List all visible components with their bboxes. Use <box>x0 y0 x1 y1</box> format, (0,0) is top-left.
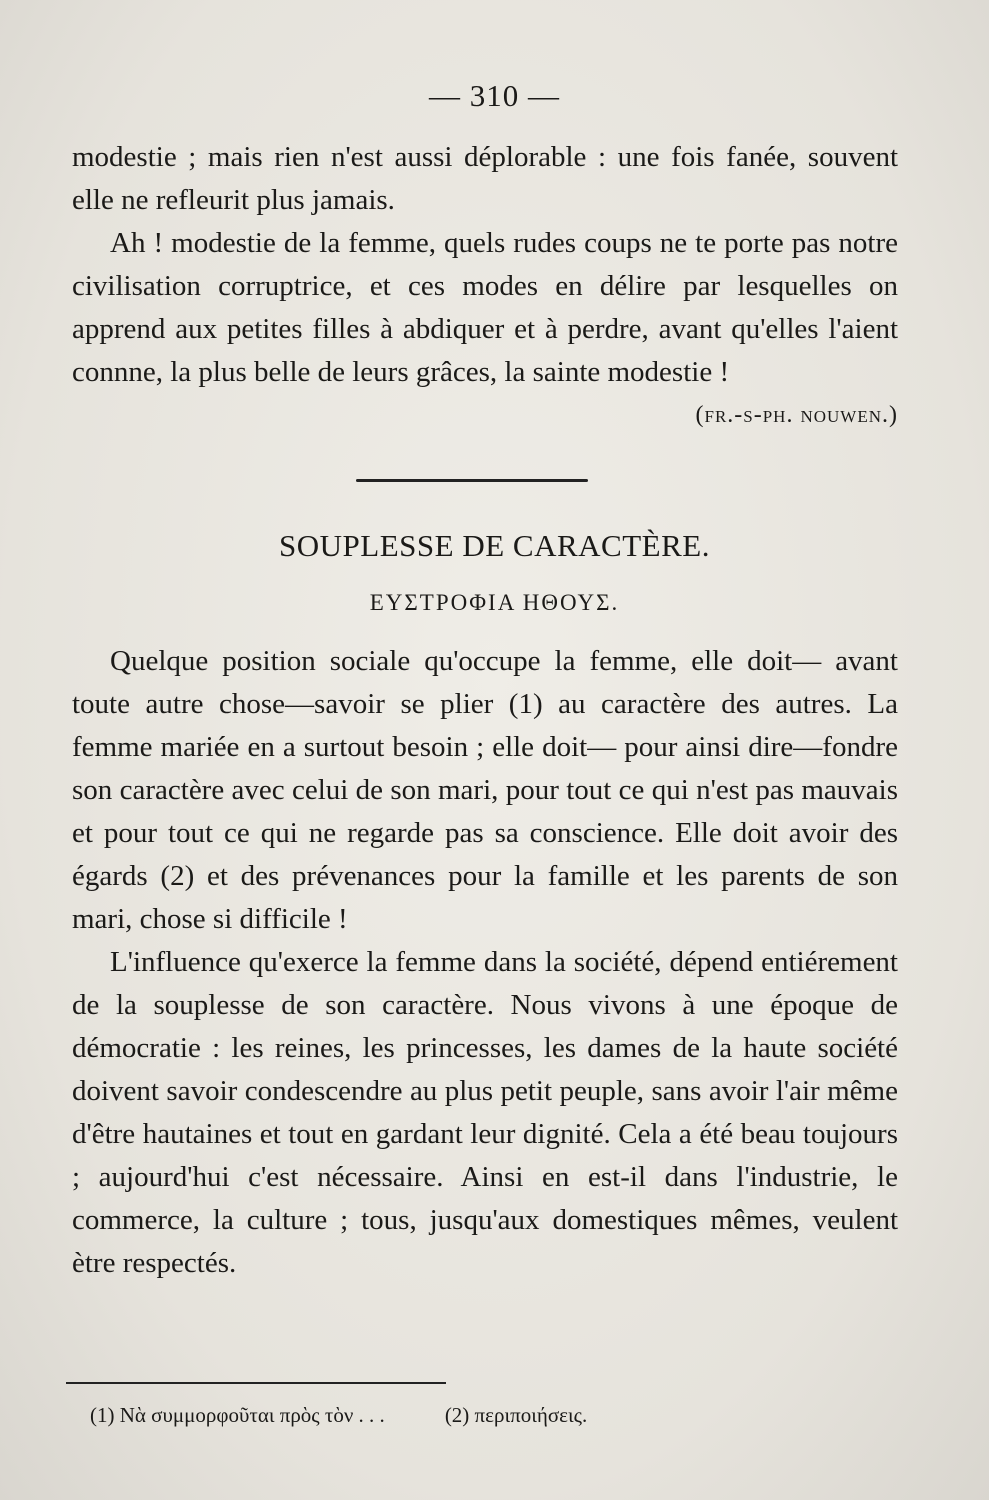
top-paragraph-2-text: Ah ! modestie de la femme, quels rudes coups ne te porte pas notre civilisation corruptrice, et ces modes en délire par lesquelles on apprend aux petites filles à abdiquer et à perdre, avant qu'elles l'aient connne, la plus belle de leurs grâces, la sainte modestie ! <box>72 227 898 388</box>
section-paragraph-1: Quelque position sociale qu'occupe la femme, elle doit— avant toute autre chose—savoir se plier (1) au caractère des autres. La femme mariée en a surtout besoin ; elle doit— pour ainsi dire—fondre son caractère avec celui de son mari, pour tout ce qui n'est pas mauvais et pour tout ce qui ne regarde pas sa conscience. Elle doit avoir des égards (2) et des prévenances pour la famille et les parents de son mari, chose si difficile ! <box>72 645 898 935</box>
author-signature: (fr.-s-ph. nouwen.) <box>695 402 898 428</box>
section-divider <box>356 479 588 482</box>
section-paragraph-2: L'influence qu'exerce la femme dans la société, dépend entiérement de la souplesse de son caractère. Nous vivons à une époque de démocratie : les reines, les princesses, les dames de la haute société doivent savoir condescendre au plus petit peuple, sans avoir l'air même d'être hautaines et tout en gardant leur dignité. Cela a été beau toujours ; aujourd'hui c'est nécessaire. Ainsi en est-il dans l'industrie, le commerce, la culture ; tous, jusqu'aux domestiques mêmes, veulent ètre respectés. <box>72 946 898 1279</box>
section-text-block <box>72 640 898 1285</box>
footnote-rule <box>66 1382 446 1384</box>
footnote-1: (1) Νὰ συμμορφοῦται πρὸς τὸν . . . <box>90 1403 385 1427</box>
top-paragraph-2 <box>72 222 898 428</box>
footnotes <box>90 1400 890 1430</box>
top-text-block <box>72 136 898 437</box>
footnote-2: (2) περιποιήσεις. <box>444 1403 588 1427</box>
top-paragraph-1: modestie ; mais rien n'est aussi déplorable : une fois fanée, souvent elle ne refleurit plus jamais. <box>72 141 898 216</box>
section-title: SOUPLESSE DE CARACTÈRE. <box>279 528 710 563</box>
page-number: — 310 — <box>429 78 560 113</box>
section-subtitle-greek: ΕΥΣΤΡΟΦΙΑ ΗΘΟΥΣ. <box>369 590 620 615</box>
